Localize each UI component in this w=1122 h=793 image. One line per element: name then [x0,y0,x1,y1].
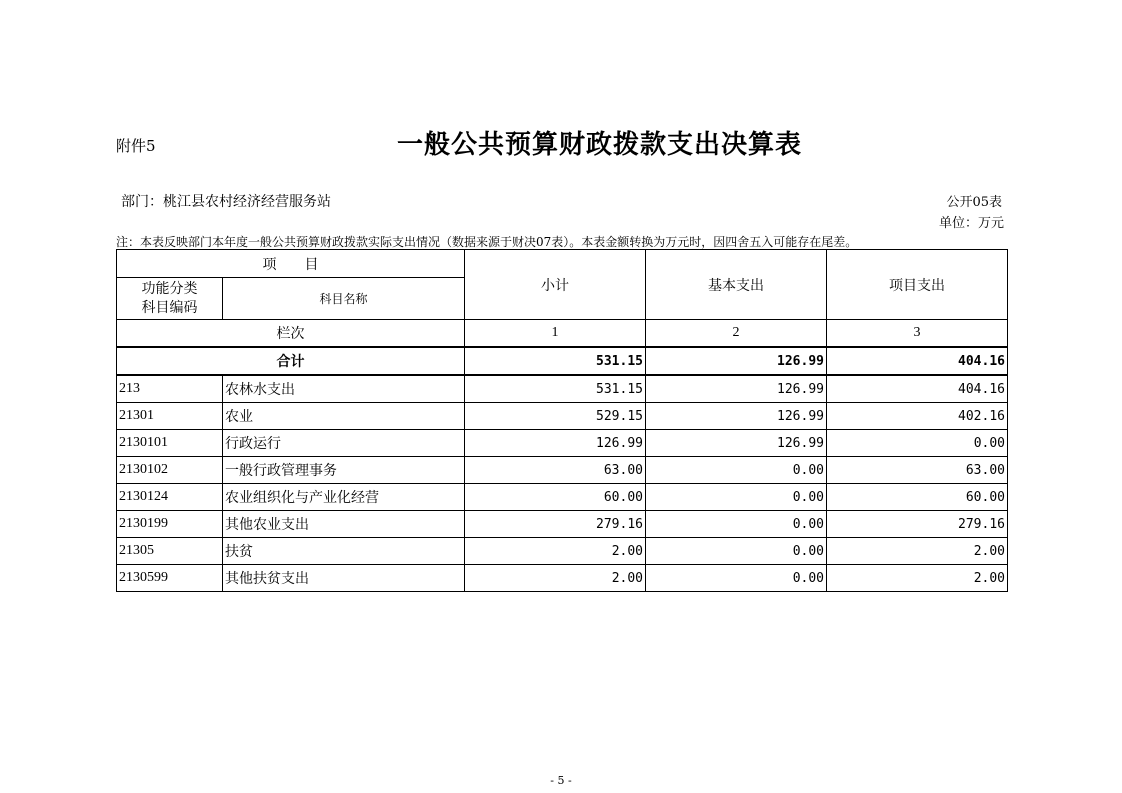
row-basic: 0.00 [646,538,827,565]
row-code: 21305 [117,538,223,565]
row-project: 60.00 [827,484,1008,511]
row-index-3: 3 [827,320,1008,348]
table-row [117,484,1008,511]
row-basic: 0.00 [646,565,827,592]
row-name: 行政运行 [223,430,465,457]
header-name: 科目名称 [223,278,465,320]
table-row [117,538,1008,565]
page-number: - 5 - [550,774,572,787]
table-row [117,403,1008,430]
row-code: 2130124 [117,484,223,511]
row-subtotal: 529.15 [465,403,646,430]
row-code: 213 [117,375,223,403]
row-name: 农业 [223,403,465,430]
row-subtotal: 279.16 [465,511,646,538]
table-row [117,430,1008,457]
row-subtotal: 126.99 [465,430,646,457]
header-subtotal: 小计 [465,250,646,320]
total-label: 合计 [117,347,465,375]
header-code: 功能分类 科目编码 [117,278,223,320]
row-code: 21301 [117,403,223,430]
row-project: 2.00 [827,538,1008,565]
row-index-1: 1 [465,320,646,348]
total-basic: 126.99 [646,347,827,375]
page-title: 一般公共预算财政拨款支出决算表 [397,130,803,160]
row-basic: 126.99 [646,375,827,403]
expenditure-table [116,249,1008,592]
row-code: 2130101 [117,430,223,457]
table-row [117,457,1008,484]
row-code: 2130102 [117,457,223,484]
row-project: 63.00 [827,457,1008,484]
header-project: 项目支出 [827,250,1008,320]
row-subtotal: 2.00 [465,538,646,565]
row-code: 2130199 [117,511,223,538]
row-project: 0.00 [827,430,1008,457]
row-basic: 126.99 [646,403,827,430]
row-subtotal: 63.00 [465,457,646,484]
row-name: 一般行政管理事务 [223,457,465,484]
row-basic: 0.00 [646,457,827,484]
header-item: 项 目 [117,250,465,278]
row-project: 2.00 [827,565,1008,592]
row-project: 402.16 [827,403,1008,430]
row-subtotal: 531.15 [465,375,646,403]
table-note: 注：本表反映部门本年度一般公共预算财政拨款实际支出情况（数据来源于财决07表）。本表金额转换为万元时，因四舍五入可能存在尾差。 [116,235,858,249]
total-project: 404.16 [827,347,1008,375]
total-subtotal: 531.15 [465,347,646,375]
row-name: 农林水支出 [223,375,465,403]
form-number: 公开05表 [946,195,1002,210]
header-basic: 基本支出 [646,250,827,320]
row-name: 扶贫 [223,538,465,565]
row-project: 404.16 [827,375,1008,403]
row-basic: 126.99 [646,430,827,457]
row-project: 279.16 [827,511,1008,538]
row-name: 其他扶贫支出 [223,565,465,592]
table-row [117,565,1008,592]
total-row [117,347,1008,375]
row-index-label: 栏次 [117,320,465,348]
row-subtotal: 60.00 [465,484,646,511]
row-basic: 0.00 [646,484,827,511]
unit-label: 单位：万元 [938,216,1004,231]
row-code: 2130599 [117,565,223,592]
attachment-label: 附件5 [116,137,156,155]
table-row [117,375,1008,403]
row-subtotal: 2.00 [465,565,646,592]
row-name: 农业组织化与产业化经营 [223,484,465,511]
table-row [117,511,1008,538]
row-index-2: 2 [646,320,827,348]
row-name: 其他农业支出 [223,511,465,538]
row-basic: 0.00 [646,511,827,538]
department-label: 部门：桃江县农村经济经营服务站 [121,194,331,210]
